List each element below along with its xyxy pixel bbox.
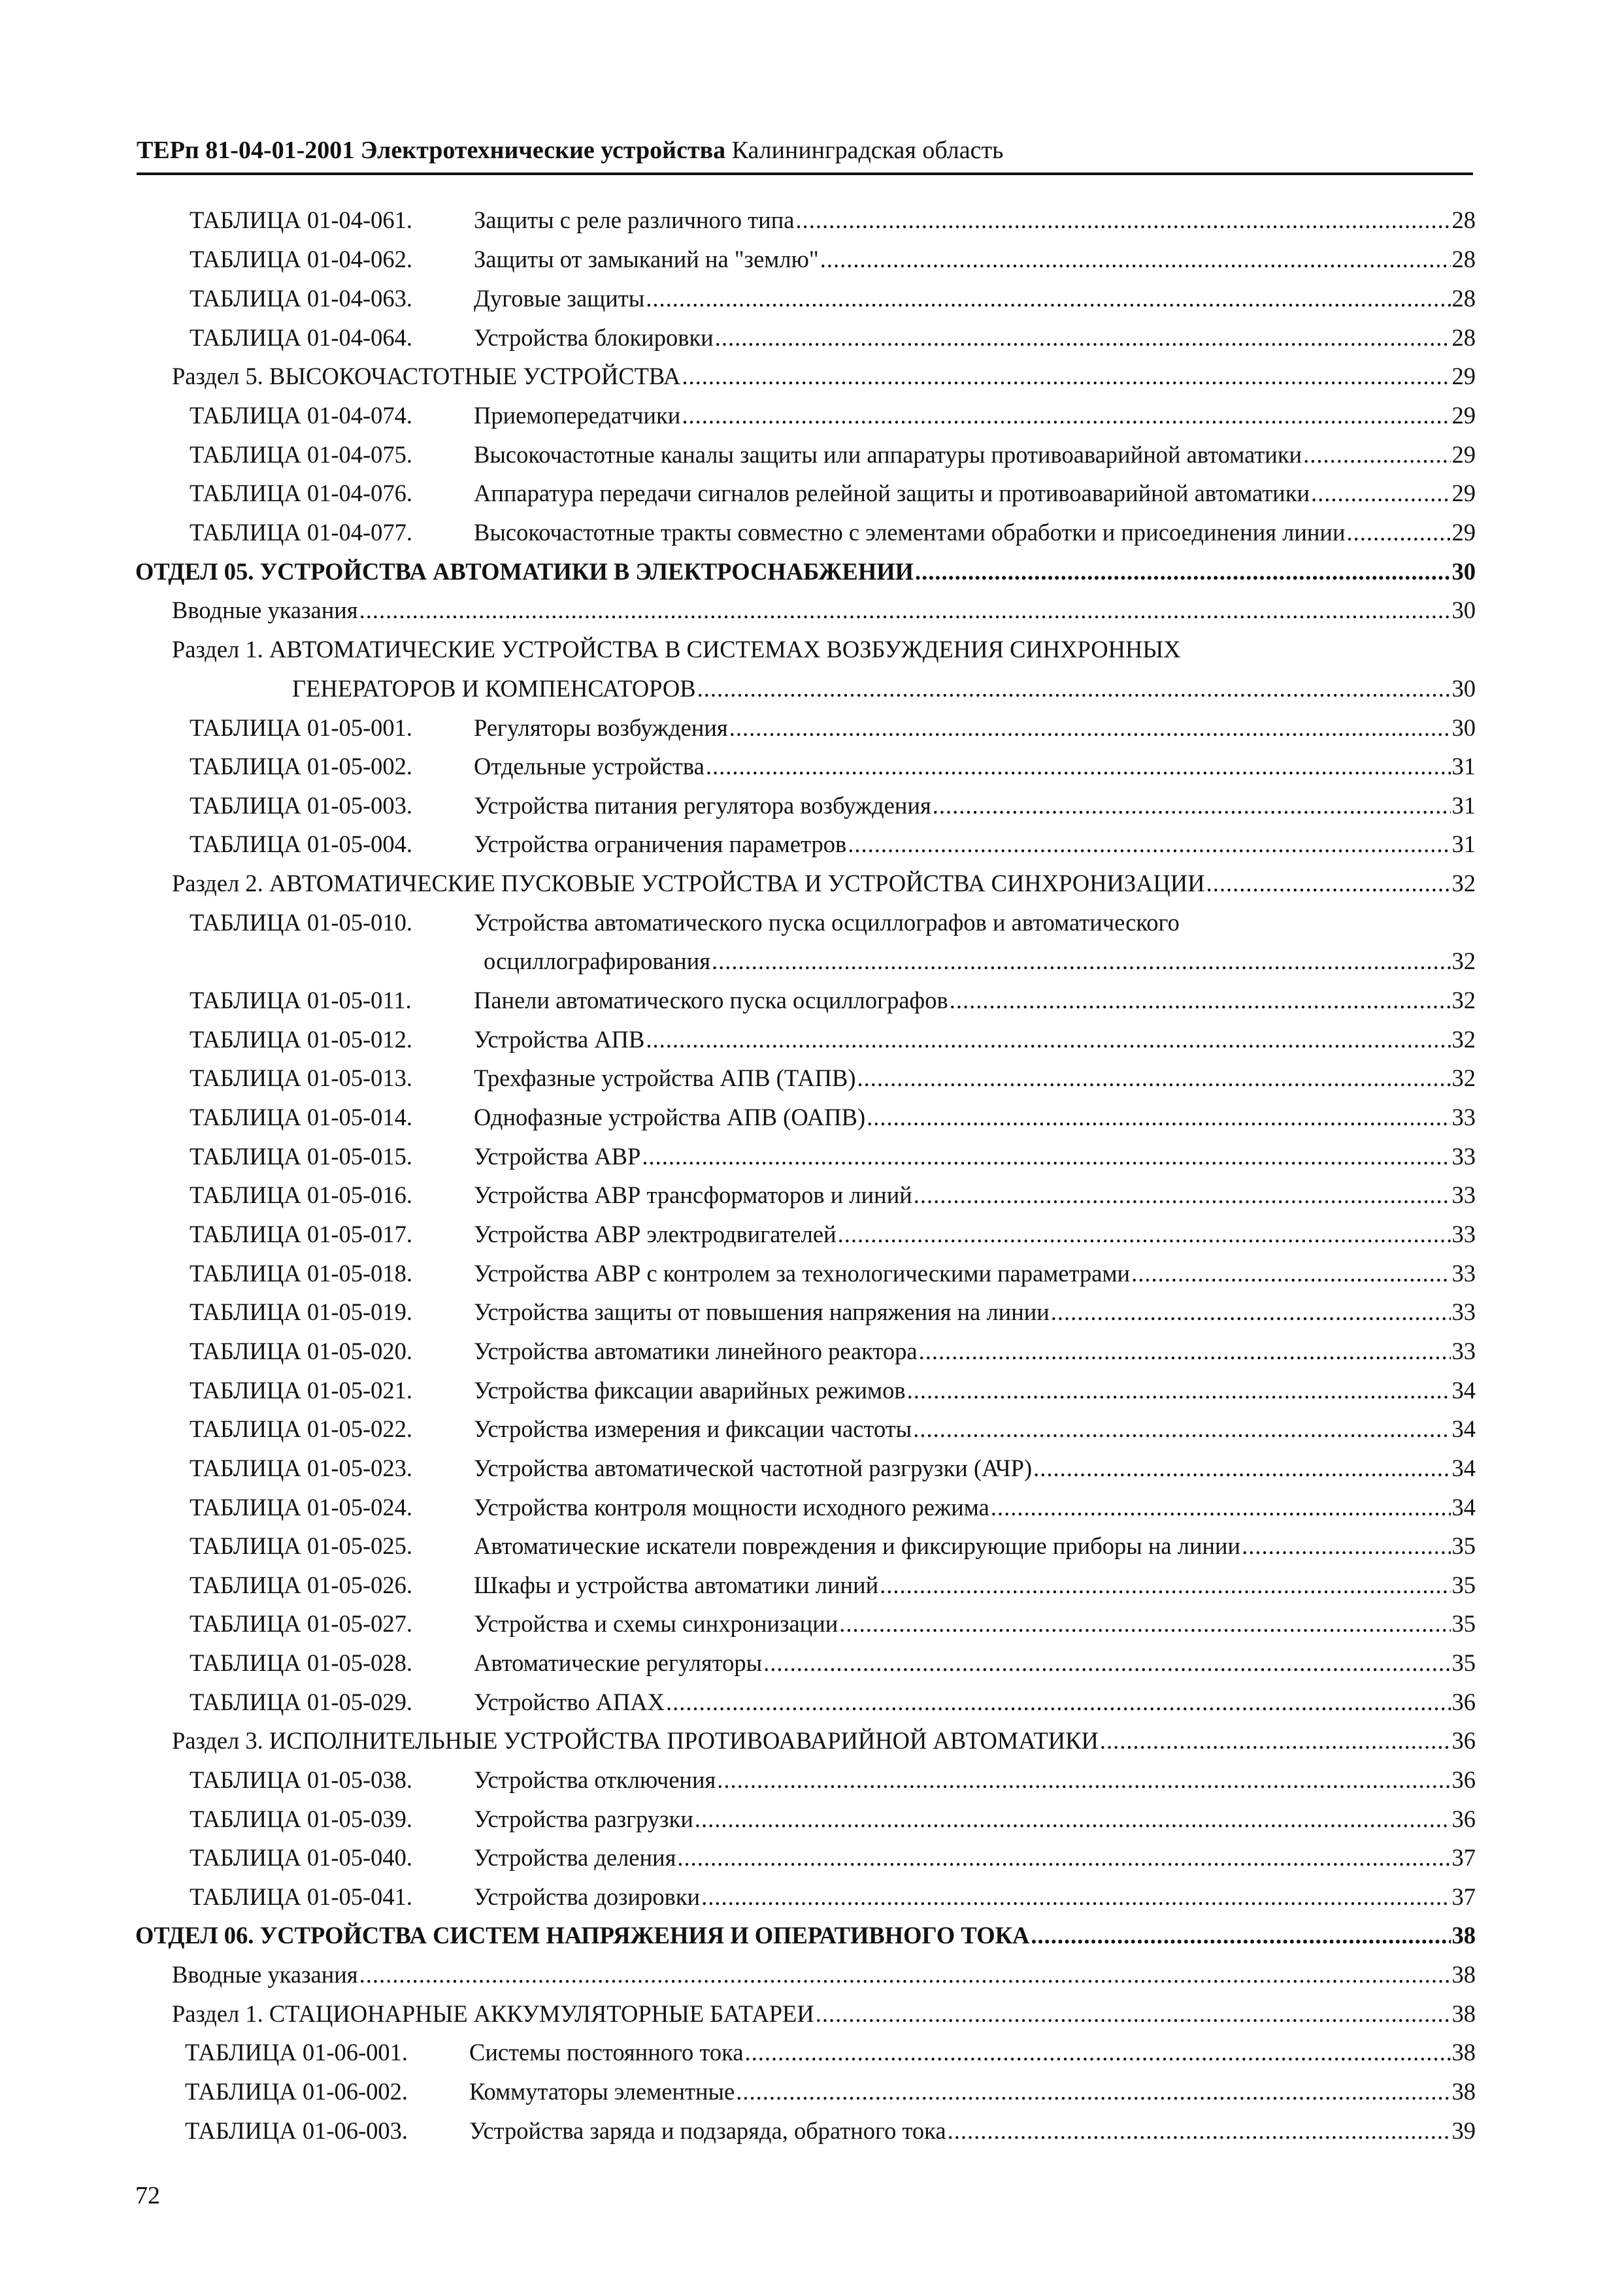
toc-entry-title: Раздел 2. АВТОМАТИЧЕСКИЕ ПУСКОВЫЕ УСТРОЙСТВА И УСТРОЙСТВА СИНХРОНИЗАЦИИ: [172, 870, 1205, 897]
toc-leader-dots: [682, 361, 1450, 392]
toc-table-code: ТАБЛИЦА 01-05-028.: [190, 1649, 413, 1676]
toc-part-heading: [135, 556, 1476, 589]
toc-leader-dots: [1242, 1530, 1450, 1562]
page-number: 72: [135, 2182, 160, 2209]
toc-leader-dots: [646, 1024, 1450, 1055]
toc-table-entry: [190, 283, 1476, 316]
toc-entry-text: [190, 1258, 1130, 1289]
toc-table-code: ТАБЛИЦА 01-05-021.: [190, 1377, 413, 1404]
toc-entry-text: [190, 1881, 700, 1913]
toc-table-entry: [185, 2037, 1476, 2070]
toc-entry-text: [172, 361, 680, 392]
toc-entry-title: Устройства и схемы синхронизации: [474, 1610, 838, 1637]
toc-page-number: 38: [1451, 1922, 1476, 1949]
toc-table-code: ТАБЛИЦА 01-05-025.: [190, 1532, 413, 1559]
toc-entry-title: Устройства заряда и подзаряда, обратного тока: [469, 2117, 946, 2144]
toc-table-entry: [190, 1258, 1476, 1291]
toc-page-number: 30: [1451, 558, 1476, 585]
toc-page-number: 29: [1451, 441, 1476, 468]
toc-entry-text: [190, 1141, 640, 1172]
toc-entry-text: [190, 751, 704, 782]
toc-entry-title: Устройство АПАХ: [474, 1689, 665, 1715]
toc-entry-text: [190, 205, 794, 236]
toc-table-code: ТАБЛИЦА 01-04-075.: [190, 441, 413, 468]
toc-page-number: 39: [1451, 2117, 1476, 2144]
toc-table-entry: [190, 1375, 1476, 1408]
toc-table-code: ТАБЛИЦА 01-05-011.: [190, 987, 412, 1014]
toc-page-number: 34: [1451, 1455, 1476, 1481]
toc-table-code: ТАБЛИЦА 01-05-003.: [190, 792, 413, 819]
toc-leader-dots: [359, 1959, 1451, 1990]
toc-leader-dots: [820, 244, 1451, 275]
toc-page-number: 29: [1451, 519, 1476, 546]
toc-page-number: 34: [1451, 1377, 1476, 1404]
toc-page-number: 31: [1451, 792, 1476, 819]
toc-leader-dots: [642, 1141, 1450, 1172]
toc-page-number: 29: [1451, 363, 1476, 389]
toc-leader-dots: [907, 1375, 1451, 1406]
toc-table-code: ТАБЛИЦА 01-04-074.: [190, 402, 413, 429]
toc-table-code: ТАБЛИЦА 01-04-062.: [190, 246, 413, 272]
toc-section-entry: [172, 1998, 1476, 2031]
toc-table-entry: [185, 2076, 1476, 2109]
toc-leader-dots: [1031, 1920, 1450, 1951]
toc-entry-title: Устройства автоматики линейного реактора: [474, 1338, 918, 1364]
toc-entry-title: Панели автоматического пуска осциллографов: [474, 987, 948, 1014]
toc-entry-title: Устройства защиты от повышения напряжения на линии: [474, 1298, 1050, 1325]
toc-entry-text: [172, 1959, 358, 1990]
toc-entry-title: Защиты от замыканий на "землю": [474, 246, 819, 272]
toc-entry-text: [190, 1375, 906, 1406]
toc-leader-dots: [795, 205, 1450, 236]
toc-entry-title: Раздел 3. ИСПОЛНИТЕЛЬНЫЕ УСТРОЙСТВА ПРОТИВОАВАРИЙНОЙ АВТОМАТИКИ: [172, 1727, 1099, 1754]
toc-entry-title: Отдельные устройства: [474, 753, 704, 780]
toc-leader-dots: [717, 1764, 1450, 1796]
toc-page-number: 30: [1451, 675, 1476, 702]
toc-page-number: 33: [1451, 1338, 1476, 1364]
toc-table-entry: [190, 1219, 1476, 1251]
toc-page-number: 28: [1451, 324, 1476, 351]
region-name: Калининградская область: [731, 137, 1004, 164]
toc-leader-dots: [697, 673, 1451, 704]
toc-page-number: 30: [1451, 597, 1476, 623]
toc-table-code: ТАБЛИЦА 01-05-026.: [190, 1572, 413, 1598]
toc-entry-text: [190, 1804, 693, 1835]
toc-table-code: ТАБЛИЦА 01-05-004.: [190, 831, 413, 857]
toc-page-number: 36: [1451, 1689, 1476, 1715]
toc-table-code: ТАБЛИЦА 01-05-022.: [190, 1415, 413, 1442]
toc-entry-title: Устройства дозировки: [474, 1883, 701, 1910]
toc-table-code: ТАБЛИЦА 01-05-001.: [190, 714, 413, 741]
toc-leader-dots: [948, 2115, 1451, 2147]
toc-entry-text: [185, 2076, 735, 2107]
toc-entry-text: [185, 2115, 946, 2147]
toc-entry-text: [172, 595, 358, 626]
toc-entry-title: Защиты с реле различного типа: [474, 206, 795, 233]
toc-entry-title: Трехфазные устройства АПВ (ТАПВ): [474, 1064, 856, 1091]
toc-entry-text: [484, 946, 710, 977]
toc-entry-text: [190, 244, 819, 275]
toc-table-entry: [190, 1687, 1476, 1719]
toc-page-number: 33: [1451, 1298, 1476, 1325]
toc-table-entry: [190, 244, 1476, 276]
toc-table-entry: [190, 1570, 1476, 1602]
toc-section-entry: [172, 1725, 1476, 1758]
toc-table-entry: [190, 1063, 1476, 1095]
toc-table-code: ТАБЛИЦА 01-06-002.: [185, 2078, 408, 2105]
toc-leader-dots: [991, 1492, 1451, 1523]
toc-table-entry: [190, 439, 1476, 472]
toc-section-entry: [172, 868, 1476, 900]
toc-entry-title: Системы постоянного тока: [469, 2039, 744, 2066]
toc-entry-title: Устройства АВР: [474, 1143, 641, 1170]
toc-entry-title: Устройства блокировки: [474, 324, 714, 351]
toc-entry-title: Коммутаторы элементные: [469, 2078, 735, 2105]
toc-table-entry: [190, 1179, 1476, 1212]
toc-entry-title: ГЕНЕРАТОРОВ И КОМПЕНСАТОРОВ: [292, 675, 696, 702]
toc-section-entry: [172, 361, 1476, 393]
toc-section-entry: [172, 634, 1476, 667]
toc-entry-text: [190, 283, 644, 314]
toc-page-number: 35: [1451, 1572, 1476, 1598]
toc-entry-text: [190, 1063, 856, 1094]
toc-entry-text: [172, 1725, 1099, 1757]
toc-table-entry: [190, 1764, 1476, 1797]
toc-leader-dots: [914, 1179, 1451, 1211]
toc-table-code: ТАБЛИЦА 01-05-039.: [190, 1806, 413, 1832]
toc-table-entry: [190, 1647, 1476, 1680]
toc-leader-dots: [1206, 868, 1451, 899]
toc-page-number: 33: [1451, 1143, 1476, 1170]
toc-section-entry: [172, 595, 1476, 627]
toc-page-number: 32: [1451, 1064, 1476, 1091]
toc-leader-dots: [706, 751, 1451, 782]
toc-leader-dots: [695, 1804, 1451, 1835]
toc-page-number: 33: [1451, 1221, 1476, 1247]
toc-table-entry: [190, 1804, 1476, 1836]
toc-page-number: 37: [1451, 1883, 1476, 1910]
toc-entry-title: осциллографирования: [484, 948, 711, 974]
toc-leader-dots: [701, 1881, 1450, 1913]
toc-entry-text: [172, 1998, 814, 2030]
toc-leader-dots: [729, 712, 1451, 744]
toc-entry-text: [190, 478, 1310, 509]
toc-section-entry: [484, 946, 1476, 978]
toc-entry-text: [135, 556, 914, 587]
toc-table-code: ТАБЛИЦА 01-05-013.: [190, 1064, 413, 1091]
toc-entry-title: Устройства автоматического пуска осциллографов и автоматического: [474, 909, 1180, 936]
toc-entry-text: [190, 1530, 1240, 1562]
toc-table-code: ТАБЛИЦА 01-05-012.: [190, 1026, 413, 1053]
toc-page-number: 29: [1451, 402, 1476, 429]
toc-table-code: ТАБЛИЦА 01-05-015.: [190, 1143, 413, 1170]
toc-page-number: 33: [1451, 1104, 1476, 1130]
toc-table-entry: [190, 751, 1476, 784]
toc-page-number: 36: [1451, 1766, 1476, 1793]
toc-leader-dots: [816, 1998, 1451, 2030]
toc-table-entry: [190, 1530, 1476, 1563]
toc-entry-title: Вводные указания: [172, 1961, 358, 1988]
toc-table-entry: [190, 1102, 1476, 1134]
toc-table-code: ТАБЛИЦА 01-04-064.: [190, 324, 413, 351]
toc-table-entry: [190, 1881, 1476, 1914]
toc-leader-dots: [880, 1570, 1450, 1601]
toc-entry-text: [292, 673, 696, 704]
toc-entry-title: Регуляторы возбуждения: [474, 714, 728, 741]
toc-entry-text: [190, 1296, 1050, 1328]
toc-table-entry: [190, 712, 1476, 745]
toc-entry-title: Автоматические регуляторы: [474, 1649, 763, 1676]
toc-leader-dots: [867, 1102, 1450, 1133]
toc-leader-dots: [736, 2076, 1450, 2107]
toc-page-number: 36: [1451, 1806, 1476, 1832]
toc-page-number: 38: [1451, 2039, 1476, 2066]
toc-leader-dots: [950, 985, 1451, 1016]
toc-leader-dots: [848, 829, 1450, 860]
toc-page-number: 33: [1451, 1181, 1476, 1208]
toc-table-entry: [190, 1336, 1476, 1368]
toc-page-number: 38: [1451, 1961, 1476, 1988]
toc-entry-text: [190, 1453, 1032, 1484]
toc-table-entry: [190, 1608, 1476, 1641]
toc-entry-title: Приемопередатчики: [474, 402, 681, 429]
toc-entry-text: [190, 439, 1302, 470]
toc-leader-dots: [715, 322, 1451, 354]
toc-entry-text: [190, 790, 931, 821]
toc-page-number: 30: [1451, 714, 1476, 741]
toc-table-code: ТАБЛИЦА 01-05-020.: [190, 1338, 413, 1364]
toc-table-code: ТАБЛИЦА 01-05-041.: [190, 1883, 413, 1910]
toc-table-entry: [190, 478, 1476, 510]
toc-table-entry: [190, 322, 1476, 355]
toc-leader-dots: [1033, 1453, 1450, 1484]
toc-table-entry: [190, 1296, 1476, 1329]
toc-table-code: ТАБЛИЦА 01-05-019.: [190, 1298, 413, 1325]
toc-table-entry: [190, 1413, 1476, 1446]
toc-table-code: ТАБЛИЦА 01-05-024.: [190, 1494, 413, 1521]
toc-table-entry: [190, 1842, 1476, 1875]
toc-table-code: ТАБЛИЦА 01-06-001.: [185, 2039, 408, 2066]
toc-leader-dots: [745, 2037, 1451, 2068]
toc-page-number: 35: [1451, 1532, 1476, 1559]
toc-table-code: ТАБЛИЦА 01-04-061.: [190, 206, 413, 233]
toc-table-entry: [190, 1024, 1476, 1057]
toc-leader-dots: [712, 946, 1450, 977]
toc-table-code: ТАБЛИЦА 01-05-010.: [190, 909, 413, 936]
toc-entry-text: [135, 1920, 1029, 1951]
toc-table-entry: [190, 829, 1476, 861]
toc-table-entry: [190, 985, 1476, 1017]
toc-leader-dots: [838, 1219, 1451, 1250]
toc-entry-title: Устройства АВР с контролем за технологическими параметрами: [474, 1260, 1131, 1287]
toc-leader-dots: [1311, 478, 1451, 509]
toc-page-number: 34: [1451, 1415, 1476, 1442]
toc-leader-dots: [839, 1608, 1450, 1640]
toc-table-entry: [190, 400, 1476, 433]
toc-entry-text: [190, 322, 714, 354]
toc-entry-text: [190, 1570, 878, 1601]
toc-leader-dots: [1051, 1296, 1451, 1328]
toc-page-number: 36: [1451, 1727, 1476, 1754]
toc-entry-title: Аппаратура передачи сигналов релейной защиты и противоаварийной автоматики: [474, 480, 1310, 506]
toc-page-number: 28: [1451, 285, 1476, 312]
toc-entry-text: [190, 1102, 865, 1133]
toc-table-code: ТАБЛИЦА 01-05-023.: [190, 1455, 413, 1481]
toc-entry-title: Устройства фиксации аварийных режимов: [474, 1377, 906, 1404]
toc-leader-dots: [646, 283, 1450, 314]
toc-entry-title: Устройства деления: [474, 1844, 676, 1871]
toc-entry-title: Устройства автоматической частотной разгрузки (АЧР): [474, 1455, 1033, 1481]
toc-entry-title: Дуговые защиты: [474, 285, 645, 312]
toc-leader-dots: [1100, 1725, 1451, 1757]
toc-entry-title: Раздел 1. АВТОМАТИЧЕСКИЕ УСТРОЙСТВА В СИСТЕМАХ ВОЗБУЖДЕНИЯ СИНХРОННЫХ: [172, 636, 1181, 663]
toc-entry-title: Устройства измерения и фиксации частоты: [474, 1415, 912, 1442]
toc-entry-text: [190, 1024, 644, 1055]
toc-entry-text: [190, 907, 1180, 938]
toc-table-code: ТАБЛИЦА 01-05-014.: [190, 1104, 413, 1130]
toc-entry-text: [190, 1764, 716, 1796]
toc-leader-dots: [919, 1336, 1451, 1367]
toc-entry-text: [190, 1219, 837, 1250]
toc-entry-title: Высокочастотные тракты совместно с элементами обработки и присоединения линии: [474, 519, 1346, 546]
toc-part-heading: [135, 1920, 1476, 1953]
toc-page-number: 32: [1451, 870, 1476, 897]
toc-table-code: ТАБЛИЦА 01-04-076.: [190, 480, 413, 506]
toc-table-code: ТАБЛИЦА 01-05-038.: [190, 1766, 413, 1793]
toc-entry-title: Устройства ограничения параметров: [474, 831, 847, 857]
toc-entry-text: [172, 868, 1205, 899]
toc-page-number: 32: [1451, 987, 1476, 1014]
toc-table-code: ТАБЛИЦА 01-04-063.: [190, 285, 413, 312]
toc-table-code: ТАБЛИЦА 01-05-016.: [190, 1181, 413, 1208]
toc-page-number: 28: [1451, 206, 1476, 233]
toc-table-entry: [190, 205, 1476, 237]
toc-page-number: 38: [1451, 2078, 1476, 2105]
toc-section-entry: [172, 1959, 1476, 1992]
document-code: ТЕРп 81-04-01-2001 Электротехнические устройства: [137, 137, 726, 164]
toc-entry-text: [190, 1687, 665, 1718]
toc-leader-dots: [913, 1413, 1450, 1445]
toc-entry-title: Устройства разгрузки: [474, 1806, 693, 1832]
toc-entry-text: [190, 829, 846, 860]
toc-table-entry: [190, 907, 1476, 940]
toc-leader-dots: [682, 400, 1450, 431]
toc-entry-text: [172, 634, 1181, 665]
toc-table-entry: [190, 790, 1476, 823]
toc-page-number: 31: [1451, 753, 1476, 780]
toc-entry-title: Вводные указания: [172, 597, 358, 623]
toc-leader-dots: [1347, 517, 1451, 548]
toc-entry-title: Автоматические искатели повреждения и фиксирующие приборы на линии: [474, 1532, 1241, 1559]
toc-table-code: ТАБЛИЦА 01-06-003.: [185, 2117, 408, 2144]
toc-entry-title: Раздел 5. ВЫСОКОЧАСТОТНЫЕ УСТРОЙСТВА: [172, 363, 681, 389]
toc-entry-text: [190, 1608, 838, 1640]
toc-table-entry: [185, 2115, 1476, 2148]
toc-leader-dots: [677, 1842, 1450, 1873]
toc-entry-title: Однофазные устройства АПВ (ОАПВ): [474, 1104, 866, 1130]
toc-table-code: ТАБЛИЦА 01-05-002.: [190, 753, 413, 780]
toc-page-number: 28: [1451, 246, 1476, 272]
toc-entry-title: Шкафы и устройства автоматики линий: [474, 1572, 879, 1598]
toc-entry-text: [190, 1179, 912, 1211]
toc-entry-text: [190, 1492, 989, 1523]
toc-entry-title: Устройства АВР электродвигателей: [474, 1221, 837, 1247]
toc-page-number: 29: [1451, 480, 1476, 506]
toc-page-number: 35: [1451, 1649, 1476, 1676]
toc-entry-text: [190, 1647, 762, 1679]
toc-entry-title: Раздел 1. СТАЦИОНАРНЫЕ АККУМУЛЯТОРНЫЕ БАТАРЕИ: [172, 2000, 814, 2027]
toc-entry-text: [190, 400, 680, 431]
toc-table-entry: [190, 1453, 1476, 1485]
toc-page-number: 34: [1451, 1494, 1476, 1521]
toc-leader-dots: [857, 1063, 1451, 1094]
toc-page-number: 32: [1451, 1026, 1476, 1053]
toc-entry-title: Устройства отключения: [474, 1766, 716, 1793]
toc-section-entry: [292, 673, 1476, 706]
toc-entry-title: Устройства контроля мощности исходного режима: [474, 1494, 989, 1521]
toc-leader-dots: [933, 790, 1451, 821]
toc-table-entry: [190, 1141, 1476, 1174]
toc-entry-title: Устройства АВР трансформаторов и линий: [474, 1181, 912, 1208]
toc-table-entry: [190, 1492, 1476, 1525]
toc-entry-text: [190, 985, 948, 1016]
toc-leader-dots: [1131, 1258, 1450, 1289]
toc-leader-dots: [666, 1687, 1450, 1718]
toc-page-number: 32: [1451, 948, 1476, 974]
toc-table-code: ТАБЛИЦА 01-05-029.: [190, 1689, 413, 1715]
toc-entry-title: Устройства АПВ: [474, 1026, 645, 1053]
toc-table-entry: [190, 517, 1476, 550]
toc-leader-dots: [763, 1647, 1450, 1679]
toc-leader-dots: [359, 595, 1451, 626]
toc-table-code: ТАБЛИЦА 01-05-018.: [190, 1260, 413, 1287]
toc-entry-text: [185, 2037, 744, 2068]
toc-leader-dots: [915, 556, 1450, 587]
toc-entry-text: [190, 1413, 912, 1445]
toc-page-number: 37: [1451, 1844, 1476, 1871]
toc-entry-text: [190, 1336, 918, 1367]
toc-table-code: ТАБЛИЦА 01-05-040.: [190, 1844, 413, 1871]
toc-table-code: ТАБЛИЦА 01-05-027.: [190, 1610, 413, 1637]
toc-entry-title: ОТДЕЛ 05. УСТРОЙСТВА АВТОМАТИКИ В ЭЛЕКТРОСНАБЖЕНИИ: [135, 558, 914, 585]
toc-entry-text: [190, 1842, 676, 1873]
toc-entry-title: Устройства питания регулятора возбуждения: [474, 792, 931, 819]
toc-entry-text: [190, 517, 1346, 548]
toc-entry-title: Высокочастотные каналы защиты или аппаратуры противоаварийной автоматики: [474, 441, 1302, 468]
toc-table-code: ТАБЛИЦА 01-05-017.: [190, 1221, 413, 1247]
toc-leader-dots: [1303, 439, 1450, 470]
toc-page-number: 33: [1451, 1260, 1476, 1287]
toc-page-number: 31: [1451, 831, 1476, 857]
toc-page-number: 38: [1451, 2000, 1476, 2027]
toc-page-number: 35: [1451, 1610, 1476, 1637]
toc-entry-text: [190, 712, 728, 744]
toc-entry-title: ОТДЕЛ 06. УСТРОЙСТВА СИСТЕМ НАПРЯЖЕНИЯ И ОПЕРАТИВНОГО ТОКА: [135, 1922, 1030, 1949]
toc-table-code: ТАБЛИЦА 01-04-077.: [190, 519, 413, 546]
